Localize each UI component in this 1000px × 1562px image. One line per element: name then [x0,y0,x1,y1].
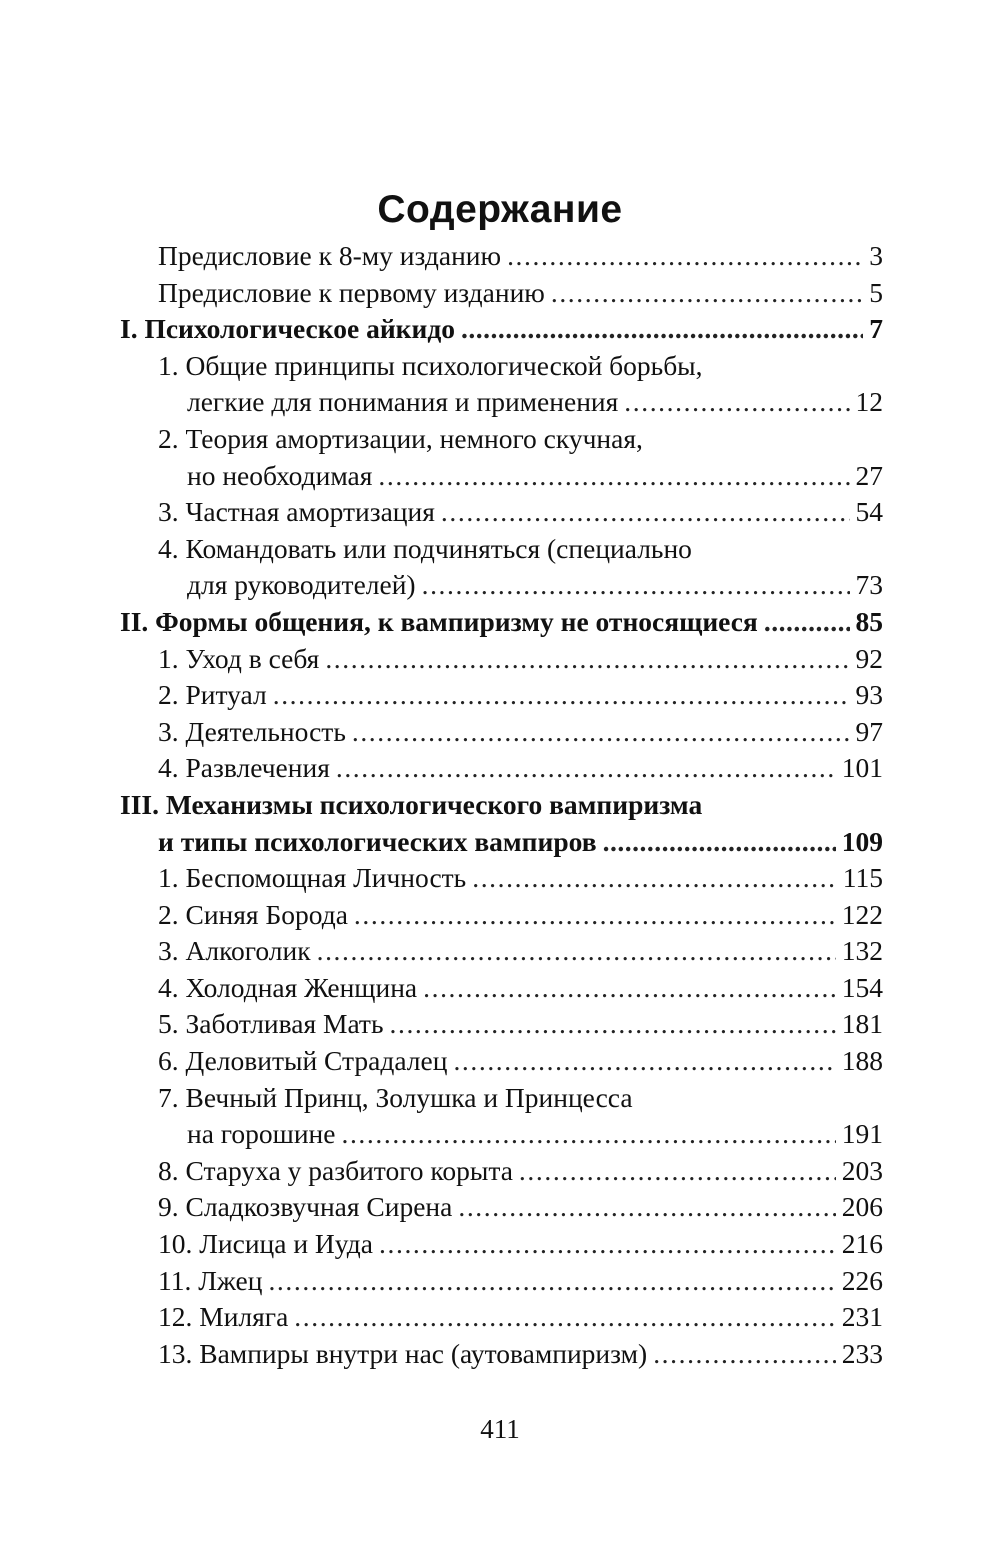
toc-entry-title: 2. Ритуал [158,679,267,711]
toc-entry-page: 101 [841,752,883,784]
toc-entry-title: 5. Заботливая Мать [158,1008,384,1040]
toc-entry-title: 9. Сладкозвучная Сирена [158,1191,453,1223]
toc-entry [120,933,883,970]
toc-entry-title: 4. Командовать или подчиняться (специально [158,532,692,564]
toc-entry-page: 73 [855,569,883,601]
toc-entry-line [120,1189,883,1226]
toc-entry-title: 1. Уход в себя [158,642,320,674]
table-of-contents [120,238,883,1372]
toc-entry-line [120,275,883,312]
toc-entry-page: 203 [841,1154,883,1186]
toc-entry [120,1006,883,1043]
dot-leader [273,677,850,714]
toc-entry-continuation [120,567,883,604]
toc-entry-line [120,787,883,824]
dot-leader [472,860,837,897]
dot-leader [294,1299,835,1336]
toc-entry-line [120,531,883,568]
toc-entry-continuation [120,1116,883,1153]
toc-entry [120,714,883,751]
toc-entry-line [120,604,883,641]
toc-entry [120,1263,883,1300]
dot-leader [653,1336,836,1373]
toc-entry-title: 3. Деятельность [158,715,346,747]
toc-entry-title: 11. Лжец [158,1264,263,1296]
toc-entry [120,1153,883,1190]
toc-entry-page: 92 [855,642,883,674]
toc-entry-title: III. Механизмы психологического вампиризма [120,788,703,820]
page-title: Содержание [377,188,623,232]
toc-entry-title: II. Формы общения, к вампиризму не относящиеся [120,605,758,637]
toc-entry-title: Предисловие к первому изданию [158,276,545,308]
toc-entry-title: 4. Холодная Женщина [158,971,418,1003]
toc-entry-title: 6. Деловитый Страдалец [158,1045,448,1077]
toc-entry-title: и типы психологических вампиров [158,825,597,857]
toc-entry-line [120,860,883,897]
toc-entry-title: 2. Теория амортизации, немного скучная, [158,422,643,454]
toc-entry-line [120,750,883,787]
toc-entry-title: 13. Вампиры внутри нас (аутовампиризм) [158,1337,648,1369]
toc-entry-line [120,311,883,348]
toc-entry-page: 206 [841,1191,883,1223]
toc-entry-page: 97 [855,715,883,747]
toc-entry-page: 226 [841,1264,883,1296]
toc-entry-line [120,494,883,531]
dot-leader [317,933,836,970]
toc-entry [120,494,883,531]
toc-entry-page: 3 [869,240,883,271]
dot-leader [453,1043,835,1080]
toc-entry [120,1080,883,1153]
toc-entry-page: 7 [869,313,883,345]
toc-entry [120,1189,883,1226]
toc-entry-page: 109 [841,825,883,857]
toc-entry-title: 7. Вечный Принц, Золушка и Принцесса [158,1081,633,1113]
toc-entry-continuation [120,458,883,495]
toc-entry [120,970,883,1007]
toc-entry-page: 231 [841,1301,883,1333]
toc-entry-line [120,897,883,934]
toc-entry-page: 85 [855,605,883,637]
toc-entry-line [120,1226,883,1263]
toc-entry-title: 12. Миляга [158,1301,289,1333]
toc-entry [120,1299,883,1336]
toc-entry-page: 27 [855,459,883,491]
toc-entry [120,787,883,860]
toc-entry-page: 12 [855,386,883,418]
toc-entry-page: 154 [841,971,883,1003]
toc-entry [120,641,883,678]
toc-entry-title: Предисловие к 8-му изданию [158,240,502,271]
dot-leader [325,641,849,678]
toc-entry-page: 216 [841,1228,883,1260]
toc-entry-page: 132 [841,935,883,967]
dot-leader [603,824,836,861]
toc-entry-line [120,1299,883,1336]
toc-entry-title: 1. Беспомощная Личность [158,862,467,894]
toc-entry-title: 3. Частная амортизация [158,496,435,528]
toc-entry [120,311,883,348]
toc-entry [120,421,883,494]
toc-entry [120,604,883,641]
toc-entry-line [120,714,883,751]
dot-leader [390,1006,836,1043]
toc-entry-line [120,421,883,458]
toc-entry-page: 5 [869,276,883,308]
toc-entry-page: 54 [855,496,883,528]
dot-leader [354,897,836,934]
dot-leader [336,750,836,787]
toc-entry-title: 1. Общие принципы психологической борьбы, [158,349,703,381]
toc-entry [120,531,883,604]
toc-entry-title: 4. Развлечения [158,752,330,784]
toc-entry-line [120,1080,883,1117]
toc-entry [120,750,883,787]
toc-entry-continuation [120,384,883,421]
toc-entry-line [120,933,883,970]
toc-entry [120,348,883,421]
dot-leader [378,458,849,495]
dot-leader [551,275,863,312]
toc-entry-title: 8. Старуха у разбитого корыта [158,1154,513,1186]
toc-entry-page: 188 [841,1045,883,1077]
toc-entry-title: но необходимая [187,459,373,491]
toc-entry [120,860,883,897]
toc-entry-title: 3. Алкоголик [158,935,311,967]
dot-leader [268,1263,835,1300]
dot-leader [507,238,863,275]
toc-entry-title: 10. Лисица и Иуда [158,1228,374,1260]
toc-entry [120,275,883,312]
toc-entry-page: 93 [855,679,883,711]
toc-entry-page: 122 [841,898,883,930]
dot-leader [352,714,850,751]
toc-entry-title: для руководителей) [187,569,416,601]
dot-leader [379,1226,836,1263]
toc-entry-line [120,348,883,385]
toc-entry-title: легкие для понимания и применения [187,386,619,418]
dot-leader [624,384,849,421]
toc-entry-title: I. Психологическое айкидо [120,313,456,345]
toc-entry-page: 115 [842,862,883,894]
toc-entry-line [120,1043,883,1080]
toc-entry [120,677,883,714]
toc-entry-page: 191 [841,1118,883,1150]
toc-entry-line [120,1336,883,1373]
toc-entry [120,1043,883,1080]
dot-leader [461,311,863,348]
toc-entry-line [120,1153,883,1190]
toc-entry [120,1336,883,1373]
page-number: 411 [480,1414,520,1444]
toc-entry-page: 181 [841,1008,883,1040]
dot-leader [458,1189,835,1226]
toc-entry-line [120,970,883,1007]
dot-leader [441,494,850,531]
toc-entry-line [120,238,883,275]
toc-entry-line [120,1006,883,1043]
toc-entry [120,238,883,275]
toc-entry-page: 233 [841,1337,883,1369]
toc-entry [120,1226,883,1263]
toc-entry-line [120,1263,883,1300]
dot-leader [341,1116,835,1153]
toc-entry-title: 2. Синяя Борода [158,898,348,930]
toc-entry-line [120,677,883,714]
dot-leader [519,1153,836,1190]
dot-leader [422,567,850,604]
toc-entry-title: на горошине [187,1118,336,1150]
toc-entry [120,897,883,934]
dot-leader [764,604,850,641]
toc-entry-continuation [120,824,883,861]
dot-leader [423,970,836,1007]
toc-entry-line [120,641,883,678]
